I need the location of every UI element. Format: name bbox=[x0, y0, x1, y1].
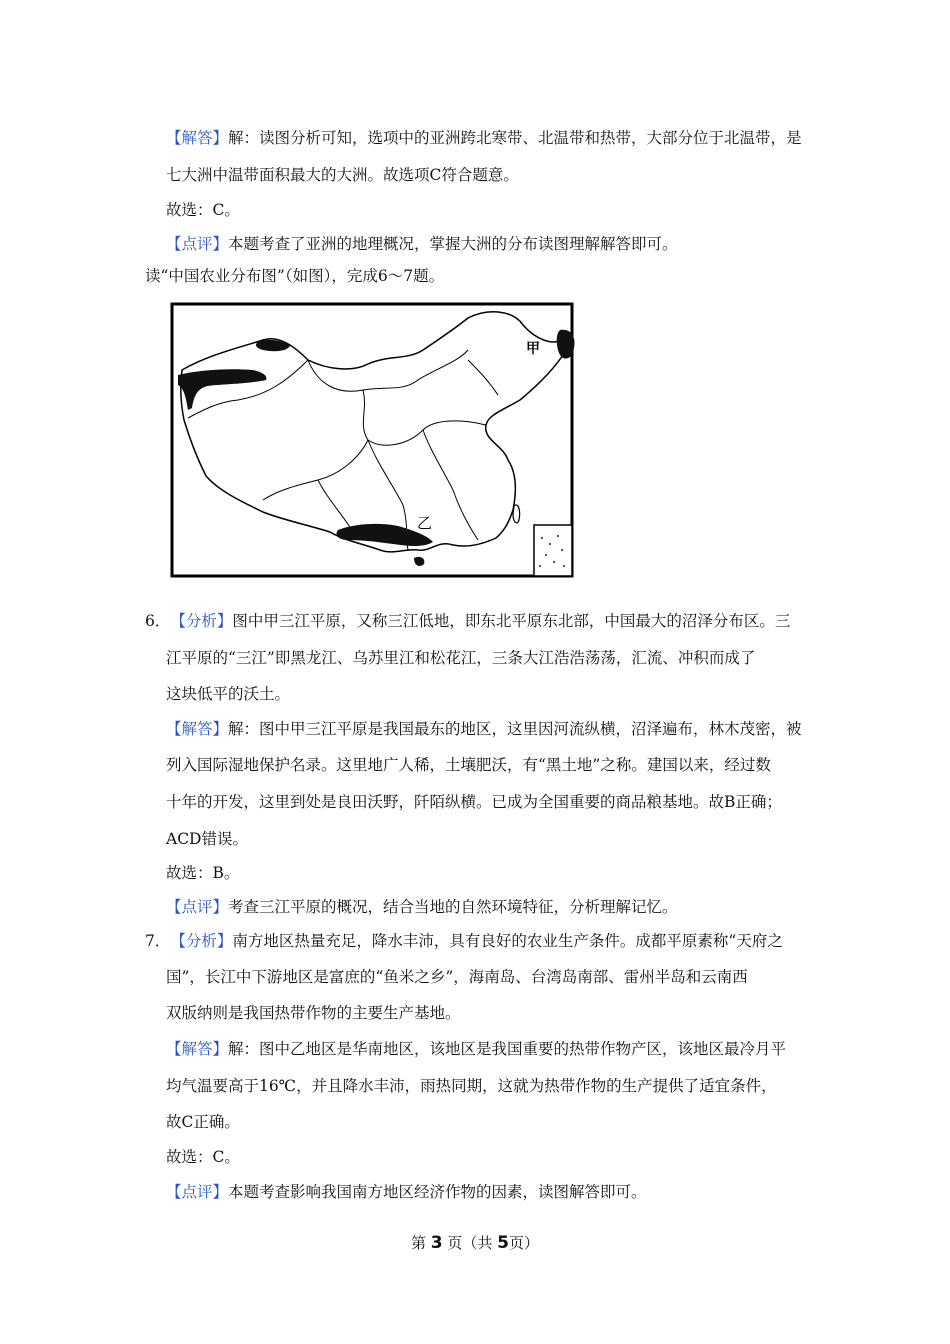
label-jia: 甲 bbox=[526, 341, 540, 357]
review-text: 考查三江平原的概况，结合当地的自然环境特征，分析理解记忆。 bbox=[228, 898, 678, 916]
q6-answer-line-2: 列入国际湿地保护名录。这里地广人稀，土壤肥沃，有“黑土地”之称。建国以来，经过数 bbox=[166, 756, 771, 774]
q7-analysis-line-3: 双版纳则是我国热带作物的主要生产基地。 bbox=[166, 1004, 461, 1022]
china-agriculture-map bbox=[168, 300, 576, 580]
prev-choice: 故选：C。 bbox=[166, 201, 240, 219]
page-number: 3 bbox=[430, 1233, 443, 1253]
answer-tag: 【解答】 bbox=[166, 1040, 229, 1058]
q6-answer-line-3: 十年的开发，这里到处是良田沃野，阡陌纵横。已成为全国重要的商品粮基地。故B正确； bbox=[166, 793, 782, 811]
map-intro: 读“中国农业分布图”（如图），完成6～7题。 bbox=[145, 267, 445, 285]
analysis-text: 南方地区热量充足，降水丰沛，具有良好的农业生产条件。成都平原素称“天府之 bbox=[232, 932, 783, 950]
label-yi: 乙 bbox=[417, 514, 433, 532]
prev-answer-line-2: 七大洲中温带面积最大的大洲。故选项C符合题意。 bbox=[166, 166, 519, 184]
q7-analysis-line-2: 国”，长江中下游地区是富庶的“鱼米之乡”，海南岛、台湾岛南部、雷州半岛和云南西 bbox=[166, 968, 748, 986]
review-text: 本题考查影响我国南方地区经济作物的因素，读图解答即可。 bbox=[228, 1183, 647, 1201]
q7-analysis-line-1 bbox=[145, 931, 783, 951]
answer-text: 解：读图分析可知，选项中的亚洲跨北寒带、北温带和热带，大部分位于北温带，是 bbox=[228, 129, 802, 147]
analysis-text: 图中甲三江平原，又称三江低地，即东北平原东北部，中国最大的沼泽分布区。三 bbox=[232, 612, 791, 630]
q7-answer-line-2: 均气温要高于16℃，并且降水丰沛，雨热同期，这就为热带作物的生产提供了适宜条件， bbox=[166, 1077, 777, 1095]
analysis-tag: 【分析】 bbox=[170, 932, 233, 950]
q6-analysis-line-3: 这块低平的沃土。 bbox=[166, 685, 291, 703]
south-china-sea-inset bbox=[534, 525, 572, 576]
review-tag: 【点评】 bbox=[166, 235, 229, 253]
q7-review bbox=[166, 1182, 647, 1202]
page-footer bbox=[0, 1232, 950, 1253]
q7-answer-line-3: 故C正确。 bbox=[166, 1113, 240, 1131]
answer-tag: 【解答】 bbox=[166, 129, 229, 147]
q7-choice: 故选：C。 bbox=[166, 1148, 240, 1166]
prev-review bbox=[166, 234, 678, 254]
analysis-tag: 【分析】 bbox=[170, 612, 233, 630]
q7-number: 7． bbox=[145, 932, 171, 950]
q6-number: 6． bbox=[145, 612, 171, 630]
q6-answer-line-1 bbox=[166, 719, 802, 739]
answer-tag: 【解答】 bbox=[166, 720, 229, 738]
footer-prefix: 第 bbox=[410, 1234, 426, 1252]
q6-review bbox=[166, 897, 678, 917]
q6-answer-line-4: ACD错误。 bbox=[166, 830, 248, 848]
review-text: 本题考查了亚洲的地理概况，掌握大洲的分布读图理解解答即可。 bbox=[228, 235, 678, 253]
q7-answer-line-1 bbox=[166, 1039, 786, 1059]
footer-suffix: 页） bbox=[509, 1234, 540, 1252]
q6-analysis-line-2: 江平原的“三江”即黑龙江、乌苏里江和松花江，三条大江浩浩荡荡，汇流、冲积而成了 bbox=[166, 649, 756, 667]
answer-text: 解：图中乙地区是华南地区，该地区是我国重要的热带作物产区，该地区最冷月平 bbox=[228, 1040, 787, 1058]
footer-middle: 页（共 bbox=[447, 1234, 493, 1252]
review-tag: 【点评】 bbox=[166, 1183, 229, 1201]
review-tag: 【点评】 bbox=[166, 898, 229, 916]
q6-choice: 故选：B。 bbox=[166, 864, 240, 882]
total-pages: 5 bbox=[497, 1233, 510, 1253]
prev-answer-line-1 bbox=[166, 128, 802, 148]
answer-text: 解：图中甲三江平原是我国最东的地区，这里因河流纵横，沼泽遍布，林木茂密，被 bbox=[228, 720, 802, 738]
q6-analysis-line-1 bbox=[145, 611, 790, 631]
